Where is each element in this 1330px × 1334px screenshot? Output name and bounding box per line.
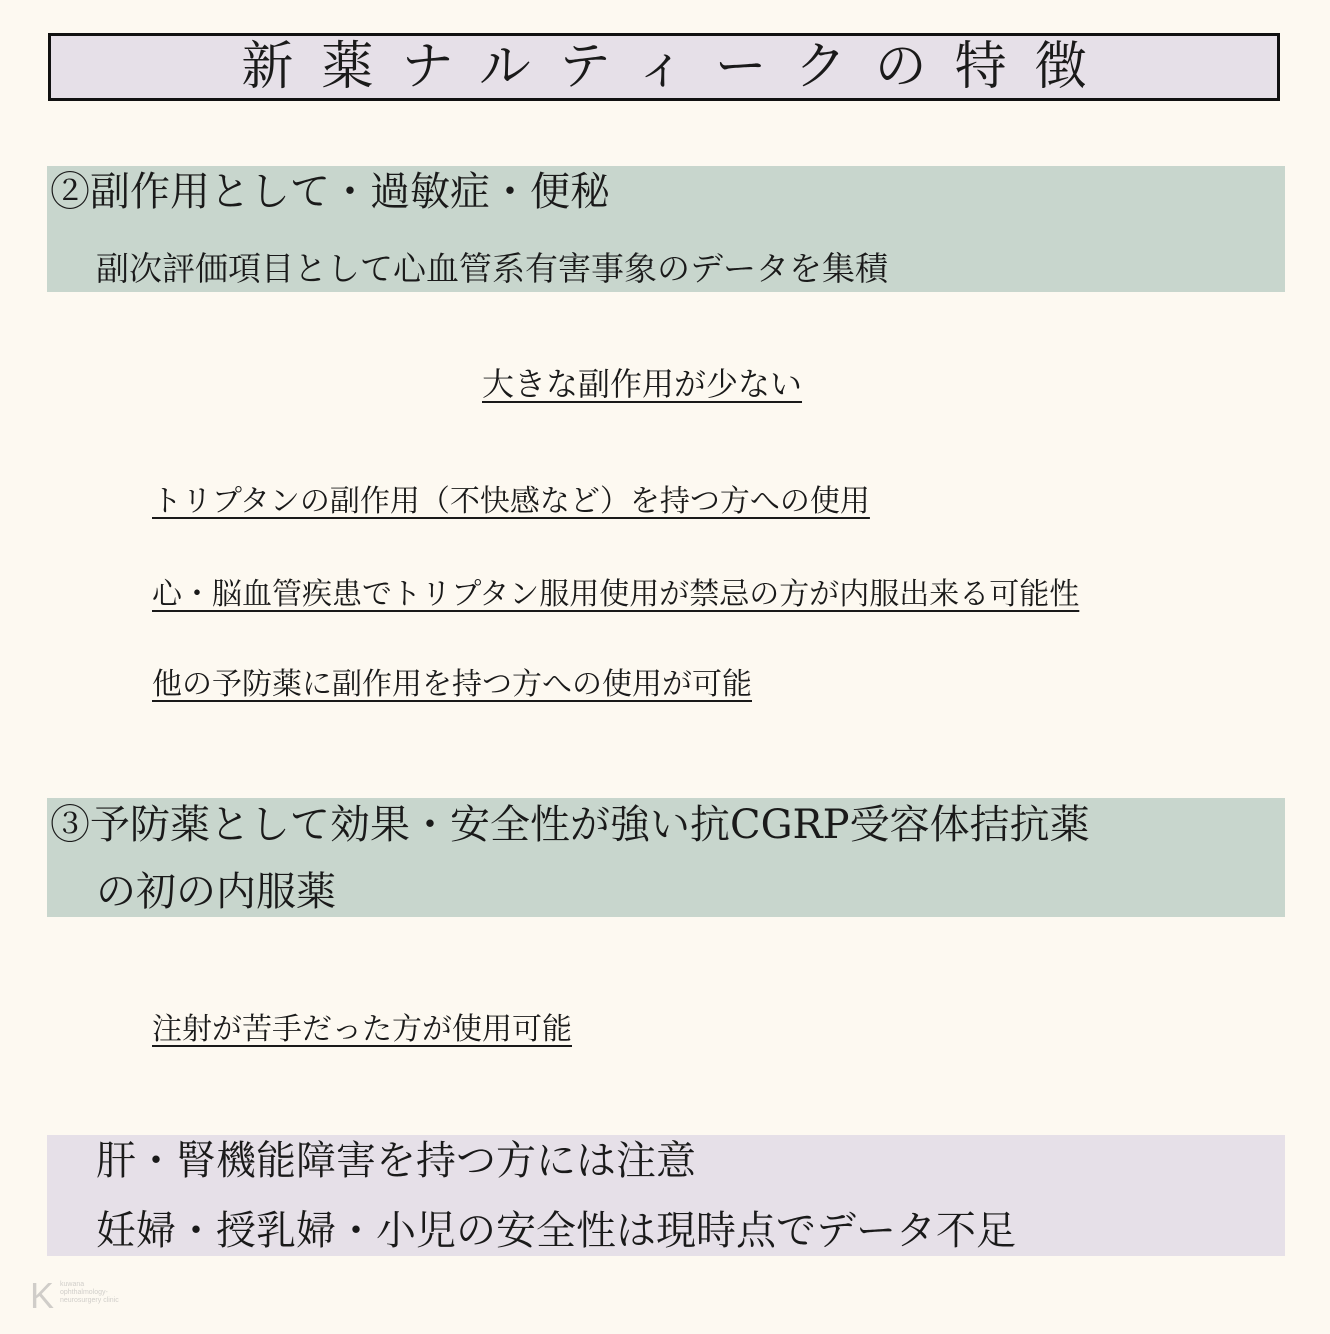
logo-letter: K [30,1275,55,1316]
section-3-heading-line1: ③予防薬として効果・安全性が強い抗CGRP受容体拮抗薬 [50,802,1090,848]
page-title: 新薬ナルティークの特徴 [241,37,1115,97]
point-cardiovascular: 心・脳血管疾患でトリプタン服用使用が禁忌の方が内服出来る可能性 [152,577,1080,612]
clinic-logo [30,1275,130,1318]
section-3-heading-line2: の初の内服薬 [96,869,336,915]
title-box [48,33,1280,101]
point-injection: 注射が苦手だった方が使用可能 [152,1012,572,1047]
summary-side-effects: 大きな副作用が少ない [482,365,803,403]
section-2-heading: ②副作用として・過敏症・便秘 [50,169,610,215]
caution-pregnancy: 妊婦・授乳婦・小児の安全性は現時点でデータ不足 [96,1208,1016,1254]
section-2-subtext: 副次評価項目として心血管系有害事象のデータを集積 [96,249,888,288]
caution-liver-kidney: 肝・腎機能障害を持つ方には注意 [96,1138,696,1184]
logo-text: kuwana ophthalmology-neurosurgery clinic [60,1281,119,1304]
point-triptan-side-effects: トリプタンの副作用（不快感など）を持つ方への使用 [152,484,870,519]
point-other-preventives: 他の予防薬に副作用を持つ方への使用が可能 [152,667,752,702]
